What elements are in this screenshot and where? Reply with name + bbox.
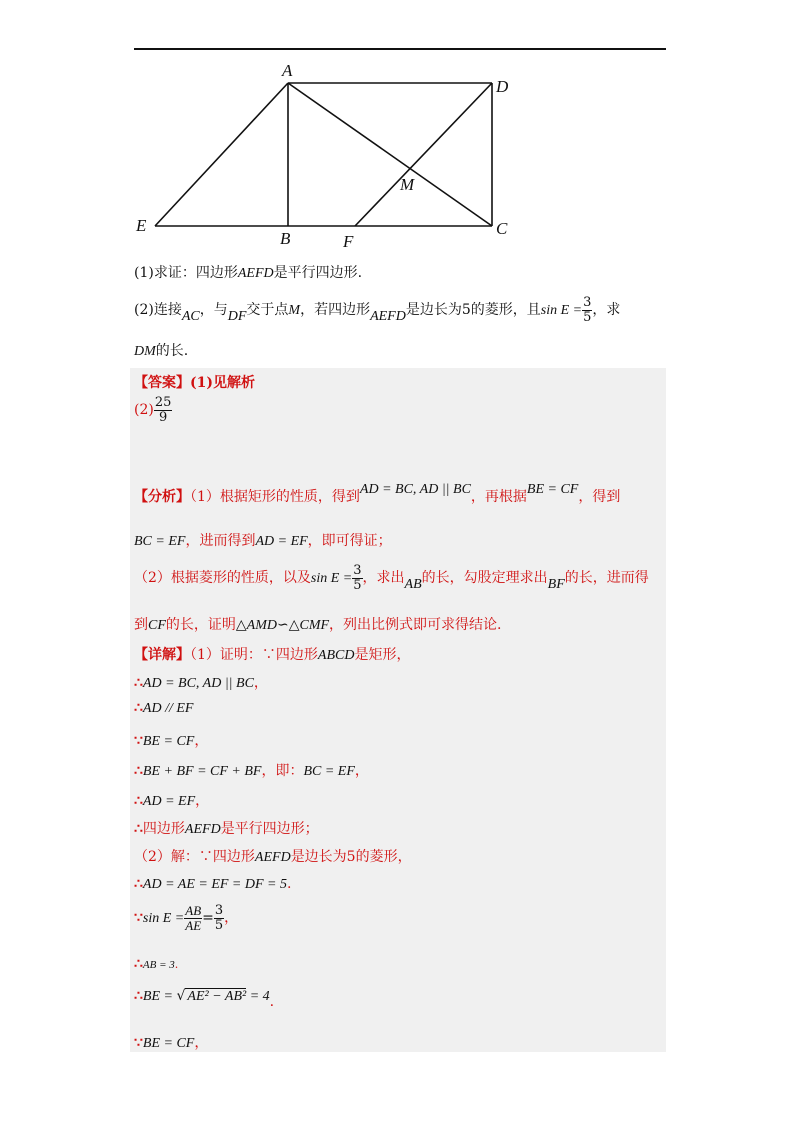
therefore-symbol: ∴ [134,793,143,809]
detail-text: （1）证明：∵四边形 [190,647,318,663]
label-C: C [496,219,508,238]
figure-segments [155,83,492,226]
because-symbol: ∵ [134,733,143,749]
detail-math: ABCD [317,648,355,663]
answer-denominator: 9 [158,409,168,425]
detail-math: = 4 [246,989,270,1004]
q1-text: (1)求证：四边形 [134,265,238,281]
q2-denominator: 5 [583,309,592,325]
detail-punct: ， [253,675,268,691]
q1-math: AEFD [237,266,274,281]
detail-step-8 [134,904,238,932]
segment-AE [155,83,288,226]
detail-math: AEFD [254,850,291,865]
analysis-math: CF [148,618,166,633]
analysis-math: △AMD∽△CMF [235,618,330,633]
label-D: D [496,77,509,96]
analysis-math: AD = BC, AD || BC [359,482,471,497]
detail-math: BE = CF [142,1036,195,1051]
q2-aefd: AEFD [370,309,406,325]
detail-tag: 【详解】 [134,647,190,663]
answer-tag: 【答案】 [134,375,190,391]
question-part-2 [134,296,620,324]
analysis-line-1 [134,482,621,506]
because-symbol: ∵ [134,1035,143,1051]
question-part-1 [134,262,362,282]
analysis-line-3 [134,564,649,592]
q2-text: ，求 [592,302,621,319]
analysis-text: （2）根据菱形的性质，以及 [134,570,311,587]
answer-line-1 [134,372,255,392]
analysis-text: （1）根据矩形的性质，得到 [190,489,360,505]
label-B: B [280,229,291,248]
q2-sin: sin E = [540,303,583,319]
label-E: E [136,216,147,235]
answer-fraction [154,396,173,424]
detail-step-5 [134,790,209,810]
detail-math: AEFD [184,822,221,837]
detail-step-11 [134,1032,208,1052]
detail-numerator: AB [185,903,202,918]
geometry-figure [130,58,520,248]
detail-step-6 [134,818,319,838]
detail-text: ，即： [261,763,304,779]
q2-text: 是边长为5的菱形，且 [405,302,541,319]
q2-fraction [582,296,592,324]
detail-sin: sin E = [142,911,185,927]
detail-step-4 [134,760,369,780]
detail-denominator: AE [185,917,202,933]
detail-denominator: 5 [214,917,224,933]
analysis-text: ，列出比例式即可求得结论. [329,617,502,633]
therefore-symbol: ∴ [134,956,143,972]
answer-line-2 [134,396,172,424]
detail-punct: . [287,876,292,892]
detail-punct: ， [195,793,210,809]
q2-text: ，若四边形 [300,302,371,319]
analysis-tag: 【分析】 [134,489,190,505]
segment-DF [355,83,492,226]
therefore-symbol: ∴ [134,876,143,892]
detail-fraction-3-5 [214,904,224,932]
detail-text: 是平行四边形； [220,821,319,837]
detail-math: AD = EF [142,794,196,809]
analysis-line-2 [134,530,392,550]
answer-part-1: (1)见解析 [190,375,255,391]
q2-m: M [288,303,301,319]
q2-text-end: 的长. [155,343,189,359]
therefore-symbol: ∴ [134,763,143,779]
detail-text: 是矩形， [354,647,411,663]
detail-punct: ， [194,1035,209,1051]
detail-numerator: 3 [214,903,224,918]
detail-math: AD // EF [142,701,194,716]
detail-equals: = [202,910,214,927]
answer-part-2-prefix: (2) [134,402,154,419]
question-part-2-cont [134,340,188,360]
analysis-math: BE = CF [526,482,579,497]
q2-df: DF [227,309,247,325]
analysis-text: ，即可得证； [307,533,392,549]
detail-step-7 [134,876,291,893]
q2-text: 交于点 [246,302,289,319]
detail-text: （2）解：∵四边形 [134,849,255,865]
analysis-math: BC = EF [134,534,186,549]
detail-math: BE = [142,989,177,1004]
detail-punct: ， [194,733,209,749]
detail-step-2 [134,700,193,717]
q2-ac: AC [181,309,200,325]
therefore-symbol: ∴ [134,988,143,1004]
therefore-symbol: ∴ [134,675,143,691]
q1-text-end: 是平行四边形. [273,265,363,281]
analysis-text: ，进而得到 [185,533,256,549]
detail-math: BE = CF [142,734,195,749]
detail-punct: . [174,958,179,971]
q2-dm: DM [134,344,156,359]
because-symbol: ∵ [134,910,143,927]
analysis-text: ，求出 [362,570,405,587]
label-A: A [282,61,293,80]
label-F: F [343,232,354,248]
sqrt-sign: √ [176,988,186,1004]
detail-text: 是边长为5的菱形， [290,849,412,865]
analysis-text: 的长，进而得 [564,570,649,587]
detail-step-1 [134,672,268,692]
therefore-symbol: ∴ [134,700,143,716]
solution-panel [130,368,666,1052]
detail-math: AD = AE = EF = DF = 5 [142,877,287,892]
detail-text: 四边形 [142,821,185,837]
detail-step-3 [134,730,208,750]
detail-math: AB = 3 [142,959,175,971]
therefore-symbol: ∴ [134,821,143,837]
analysis-sin: sin E = [310,571,353,587]
segment-AC [288,83,492,226]
detail-punct: ， [354,763,369,779]
detail-part-2-intro [134,846,412,866]
analysis-text: ，再根据 [470,489,527,505]
analysis-numerator: 3 [353,563,362,578]
detail-fraction-ab-ae [184,904,202,932]
q2-text: ，与 [199,302,228,319]
analysis-math: AB [404,577,422,593]
analysis-math: AD = EF [255,534,308,549]
detail-math: AD = BC, AD || BC [142,676,254,691]
detail-punct: . [269,994,275,1010]
label-M: M [400,175,415,194]
detail-step-10 [134,988,275,1010]
detail-step-9 [134,956,178,972]
analysis-text: 的长，勾股定理求出 [421,570,548,587]
analysis-line-4 [134,614,501,634]
header-rule [134,48,666,50]
analysis-denominator: 5 [353,577,362,593]
q2-numerator: 3 [583,295,592,310]
q2-text: (2)连接 [134,302,182,319]
analysis-math: BF [547,577,565,593]
detail-intro [134,644,410,664]
detail-math: BE + BF = CF + BF [142,764,262,779]
analysis-text: ，得到 [578,489,621,505]
detail-radicand: AE² − AB² [187,989,247,1004]
analysis-text: 到 [134,617,148,633]
detail-punct: ， [224,910,239,927]
analysis-text: 的长，证明 [165,617,236,633]
analysis-fraction [352,564,362,592]
answer-numerator: 25 [154,395,172,410]
detail-math: BC = EF [303,764,355,779]
